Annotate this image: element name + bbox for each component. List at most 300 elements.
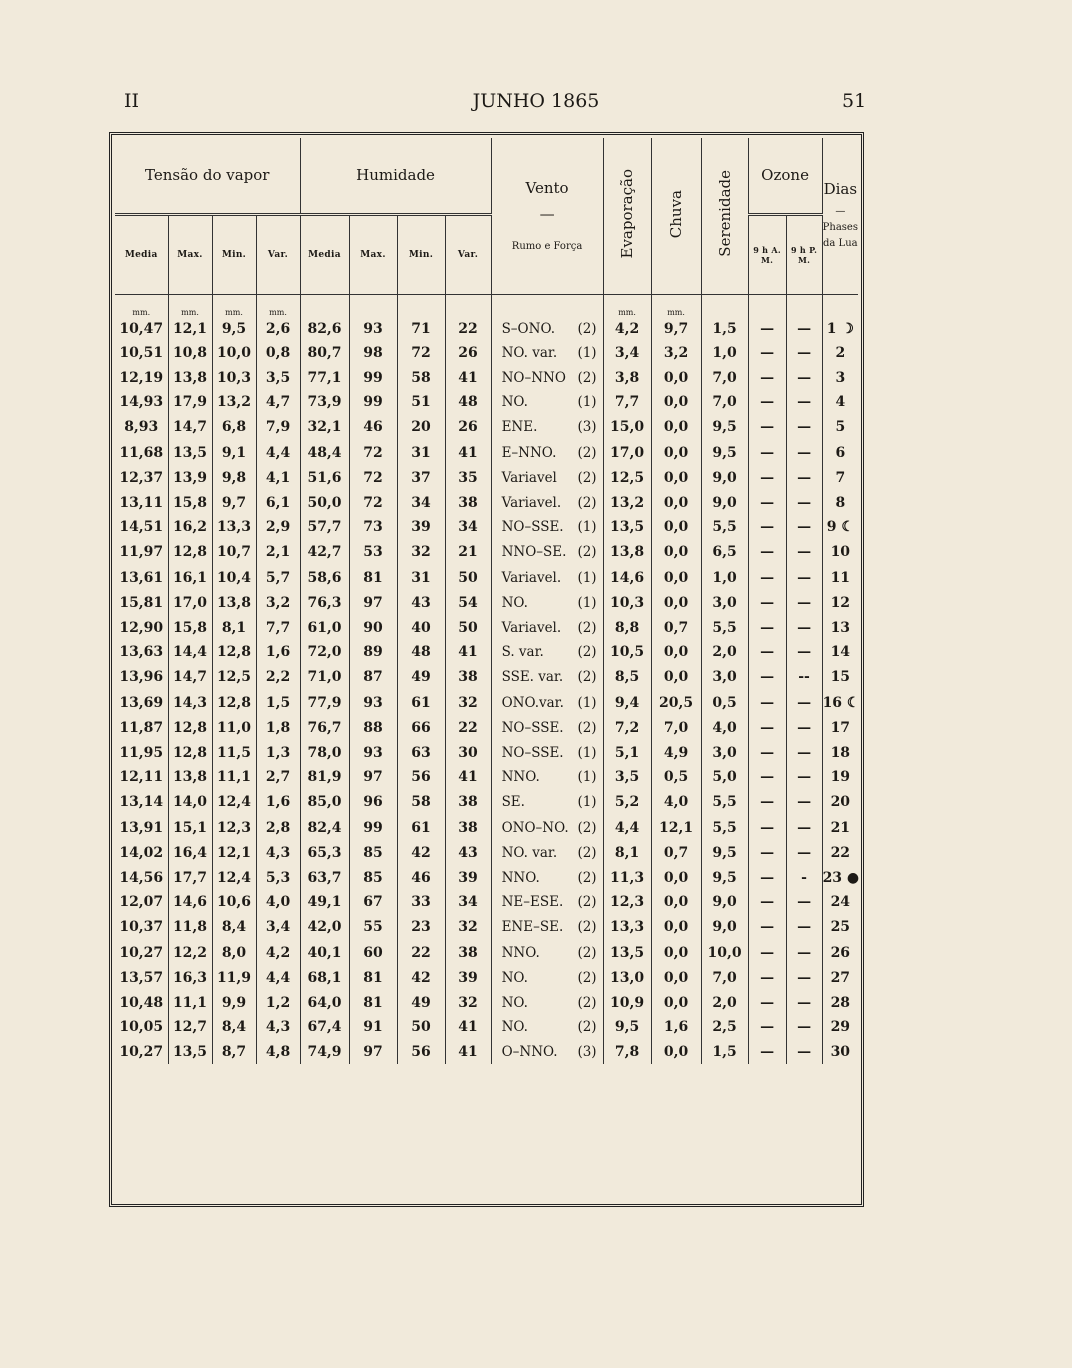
cell-serenidade: 5,5 <box>701 814 748 841</box>
wind-direction: S–ONO. <box>501 320 556 337</box>
cell-humidade-var: 26 <box>445 415 491 440</box>
cell-tensao-max: 13,8 <box>168 765 212 790</box>
cell-vento <box>491 689 603 716</box>
cell-evaporacao: 17,0 <box>603 439 651 466</box>
cell-humidade-max: 87 <box>349 665 397 690</box>
cell-ozone-pm: — <box>786 1015 822 1040</box>
cell-dia: 22 <box>822 841 858 866</box>
cell-humidade-min: 66 <box>397 716 445 741</box>
unit-label: mm. <box>132 307 151 317</box>
wind-direction: NO–SSE. <box>501 519 564 536</box>
cell-vento <box>491 415 603 440</box>
cell-tensao-max: 10,8 <box>168 341 212 366</box>
cell-tensao-media: 10,27 <box>119 944 164 961</box>
cell-humidade-max: 93 <box>349 317 397 342</box>
cell-ozone-am: — <box>748 366 786 391</box>
cell-humidade-max: 96 <box>349 790 397 815</box>
wind-direction: NO–SSE. <box>501 720 564 737</box>
cell-tensao-max: 14,7 <box>168 415 212 440</box>
cell-tensao-min: 10,7 <box>212 540 256 565</box>
cell-evaporacao: 9,4 <box>603 689 651 716</box>
cell-vento <box>491 439 603 466</box>
cell-humidade-min: 48 <box>397 640 445 665</box>
cell-serenidade: 7,0 <box>701 966 748 991</box>
cell-dia: 14 <box>822 640 858 665</box>
vento-label: Vento <box>525 179 569 198</box>
cell-serenidade: 9,5 <box>701 841 748 866</box>
cell-tensao-min: 12,5 <box>212 665 256 690</box>
cell-chuva: 12,1 <box>651 814 701 841</box>
table-row <box>115 415 858 440</box>
cell-evaporacao: 13,3 <box>603 915 651 940</box>
cell-ozone-am: — <box>748 991 786 1016</box>
cell-tensao-media: 12,90 <box>119 619 164 636</box>
cell-serenidade: 9,0 <box>701 915 748 940</box>
sub-ozone-am: 9 h A. M. <box>748 214 786 294</box>
cell-chuva: 0,0 <box>651 866 701 891</box>
wind-force: (2) <box>577 644 597 661</box>
cell-ozone-pm: — <box>786 841 822 866</box>
cell-humidade-max: 73 <box>349 515 397 540</box>
cell-humidade-media: 77,1 <box>300 366 349 391</box>
cell-tensao-min: 12,3 <box>212 814 256 841</box>
cell-tensao-var: 2,8 <box>256 814 300 841</box>
cell-tensao-var: 2,7 <box>256 765 300 790</box>
cell-tensao-min: 10,0 <box>212 341 256 366</box>
sub-min-humidade: Min. <box>397 214 445 294</box>
wind-direction: ENE. <box>501 418 538 435</box>
cell-ozone-pm: — <box>786 1040 822 1065</box>
cell-tensao-media: 13,91 <box>119 819 164 836</box>
cell-tensao-var: 1,6 <box>256 640 300 665</box>
cell-tensao-max: 17,9 <box>168 390 212 415</box>
cell-humidade-var: 34 <box>445 890 491 915</box>
cell-humidade-min: 71 <box>397 317 445 342</box>
cell-tensao-media: 13,14 <box>119 793 164 810</box>
cell-tensao-var: 4,4 <box>256 439 300 466</box>
cell-humidade-min: 31 <box>397 564 445 591</box>
cell-ozone-am: — <box>748 415 786 440</box>
cell-humidade-max: 88 <box>349 716 397 741</box>
cell-serenidade: 2,0 <box>701 640 748 665</box>
cell-tensao-media: 10,27 <box>119 1043 164 1060</box>
table-row <box>115 665 858 690</box>
cell-dia: 11 <box>822 564 858 591</box>
cell-dia: 23 ● <box>822 866 858 891</box>
cell-dia: 21 <box>822 814 858 841</box>
table-row <box>115 765 858 790</box>
wind-direction: NNO. <box>501 869 540 886</box>
header-ozone: Ozone <box>748 138 822 214</box>
cell-ozone-pm: — <box>786 341 822 366</box>
cell-tensao-media: 14,56 <box>119 869 164 886</box>
cell-humidade-var: 41 <box>445 1040 491 1065</box>
cell-ozone-pm: — <box>786 390 822 415</box>
header-evaporacao <box>603 138 651 294</box>
sub-media-humidade: Media <box>300 214 349 294</box>
dias-sub-label: — Phases da Lua <box>822 205 858 249</box>
cell-tensao-media: 10,51 <box>119 345 164 362</box>
cell-tensao-var: 4,7 <box>256 390 300 415</box>
cell-chuva: 3,2 <box>651 341 701 366</box>
cell-vento <box>491 866 603 891</box>
cell-humidade-max: 99 <box>349 366 397 391</box>
cell-evaporacao: 9,5 <box>603 1015 651 1040</box>
cell-tensao-media: 13,11 <box>119 494 164 511</box>
cell-vento <box>491 890 603 915</box>
cell-tensao-min: 9,5 <box>212 317 256 342</box>
cell-humidade-var: 38 <box>445 939 491 966</box>
cell-ozone-pm: — <box>786 991 822 1016</box>
cell-ozone-am: — <box>748 915 786 940</box>
unit-label: mm. <box>168 294 212 317</box>
cell-ozone-am: — <box>748 1040 786 1065</box>
cell-serenidade: 2,5 <box>701 1015 748 1040</box>
cell-humidade-max: 85 <box>349 841 397 866</box>
cell-tensao-var: 1,2 <box>256 991 300 1016</box>
sub-var-humidade: Var. <box>445 214 491 294</box>
cell-tensao-max: 16,2 <box>168 515 212 540</box>
wind-force: (2) <box>577 470 597 487</box>
cell-humidade-var: 41 <box>445 640 491 665</box>
cell-chuva: 0,0 <box>651 890 701 915</box>
cell-tensao-min: 13,3 <box>212 515 256 540</box>
wind-force: (1) <box>577 793 597 810</box>
cell-humidade-media: 82,4 <box>300 814 349 841</box>
wind-force: (1) <box>577 345 597 362</box>
cell-tensao-max: 16,3 <box>168 966 212 991</box>
cell-vento <box>491 1040 603 1065</box>
cell-dia: 16 ☾ <box>822 689 858 716</box>
cell-evaporacao: 8,5 <box>603 665 651 690</box>
cell-tensao-max: 13,5 <box>168 439 212 466</box>
cell-tensao-media: 10,05 <box>119 1019 164 1036</box>
cell-humidade-media: 48,4 <box>300 439 349 466</box>
cell-vento <box>491 540 603 565</box>
cell-humidade-media: 32,1 <box>300 415 349 440</box>
cell-humidade-media: 51,6 <box>300 466 349 491</box>
cell-humidade-max: 89 <box>349 640 397 665</box>
cell-humidade-var: 32 <box>445 991 491 1016</box>
cell-dia: 13 <box>822 616 858 641</box>
cell-chuva: 0,0 <box>651 540 701 565</box>
cell-evaporacao: 10,9 <box>603 991 651 1016</box>
cell-vento <box>491 665 603 690</box>
dias-label: Dias <box>823 179 858 198</box>
cell-chuva: 0,0 <box>651 564 701 591</box>
cell-tensao-max: 16,1 <box>168 564 212 591</box>
cell-humidade-var: 50 <box>445 616 491 641</box>
wind-force: (2) <box>577 845 597 862</box>
cell-ozone-pm: — <box>786 741 822 766</box>
cell-humidade-max: 97 <box>349 765 397 790</box>
cell-humidade-var: 34 <box>445 515 491 540</box>
cell-dia: 8 <box>822 491 858 516</box>
cell-humidade-media: 77,9 <box>300 689 349 716</box>
cell-humidade-max: 72 <box>349 439 397 466</box>
unit-label: mm. <box>603 294 651 317</box>
cell-humidade-min: 72 <box>397 341 445 366</box>
cell-dia: 4 <box>822 390 858 415</box>
cell-evaporacao: 13,8 <box>603 540 651 565</box>
evaporacao-label: Evaporação <box>618 169 637 259</box>
cell-tensao-max: 17,0 <box>168 591 212 616</box>
cell-humidade-var: 48 <box>445 390 491 415</box>
cell-serenidade: 9,0 <box>701 890 748 915</box>
cell-ozone-am: — <box>748 491 786 516</box>
cell-humidade-max: 99 <box>349 814 397 841</box>
cell-evaporacao: 3,4 <box>603 341 651 366</box>
cell-chuva: 0,0 <box>651 966 701 991</box>
cell-ozone-am: — <box>748 741 786 766</box>
serenidade-label: Serenidade <box>715 170 734 258</box>
cell-ozone-am: — <box>748 716 786 741</box>
cell-humidade-var: 32 <box>445 689 491 716</box>
wind-direction: NNO. <box>501 769 540 786</box>
cell-ozone-pm: — <box>786 716 822 741</box>
cell-tensao-min: 9,8 <box>212 466 256 491</box>
cell-tensao-var: 4,0 <box>256 890 300 915</box>
cell-tensao-media: 12,37 <box>119 470 164 487</box>
wind-force: (2) <box>577 970 597 987</box>
wind-direction: SSE. var. <box>501 668 564 685</box>
cell-evaporacao: 11,3 <box>603 866 651 891</box>
cell-ozone-am: — <box>748 341 786 366</box>
cell-ozone-am: — <box>748 966 786 991</box>
cell-tensao-min: 8,7 <box>212 1040 256 1065</box>
cell-vento <box>491 841 603 866</box>
cell-tensao-media: 13,63 <box>119 644 164 661</box>
cell-evaporacao: 12,5 <box>603 466 651 491</box>
cell-ozone-am: — <box>748 591 786 616</box>
cell-tensao-var: 7,9 <box>256 415 300 440</box>
table-row <box>115 866 858 891</box>
cell-dia: 15 <box>822 665 858 690</box>
cell-serenidade: 10,0 <box>701 939 748 966</box>
cell-serenidade: 9,5 <box>701 439 748 466</box>
page-title: JUNHO 1865 <box>472 90 600 112</box>
cell-ozone-am: — <box>748 317 786 342</box>
cell-ozone-pm: — <box>786 591 822 616</box>
cell-humidade-var: 22 <box>445 716 491 741</box>
wind-force: (2) <box>577 869 597 886</box>
cell-dia: 17 <box>822 716 858 741</box>
cell-tensao-max: 12,8 <box>168 741 212 766</box>
cell-humidade-min: 46 <box>397 866 445 891</box>
cell-humidade-min: 42 <box>397 966 445 991</box>
cell-tensao-min: 12,4 <box>212 790 256 815</box>
wind-force: (1) <box>577 394 597 411</box>
cell-ozone-pm: — <box>786 790 822 815</box>
sub-ozone-pm: 9 h P. M. <box>786 214 822 294</box>
cell-tensao-min: 12,8 <box>212 640 256 665</box>
cell-chuva: 0,0 <box>651 591 701 616</box>
cell-tensao-max: 13,9 <box>168 466 212 491</box>
cell-evaporacao: 7,8 <box>603 1040 651 1065</box>
sub-media-tensao: Media <box>115 214 168 294</box>
cell-evaporacao: 5,2 <box>603 790 651 815</box>
cell-dia: 10 <box>822 540 858 565</box>
cell-serenidade: 7,0 <box>701 366 748 391</box>
cell-chuva: 4,9 <box>651 741 701 766</box>
cell-tensao-var: 3,5 <box>256 366 300 391</box>
cell-tensao-media: 13,61 <box>119 569 164 586</box>
wind-direction: Variavel. <box>501 494 562 511</box>
cell-ozone-pm: — <box>786 966 822 991</box>
cell-humidade-min: 32 <box>397 540 445 565</box>
cell-humidade-min: 34 <box>397 491 445 516</box>
cell-evaporacao: 5,1 <box>603 741 651 766</box>
wind-direction: Variavel. <box>501 569 562 586</box>
cell-tensao-min: 9,7 <box>212 491 256 516</box>
cell-chuva: 9,7 <box>651 317 701 342</box>
cell-serenidade: 1,0 <box>701 564 748 591</box>
cell-tensao-min: 13,8 <box>212 591 256 616</box>
cell-dia: 25 <box>822 915 858 940</box>
cell-ozone-am: — <box>748 640 786 665</box>
cell-humidade-min: 20 <box>397 415 445 440</box>
cell-evaporacao: 10,5 <box>603 640 651 665</box>
wind-force: (2) <box>577 619 597 636</box>
wind-direction: SE. <box>501 793 525 810</box>
cell-vento <box>491 991 603 1016</box>
cell-tensao-var: 4,2 <box>256 939 300 966</box>
cell-humidade-var: 21 <box>445 540 491 565</box>
wind-direction: NE–ESE. <box>501 894 564 911</box>
cell-tensao-max: 14,6 <box>168 890 212 915</box>
cell-humidade-media: 82,6 <box>300 317 349 342</box>
cell-serenidade: 6,5 <box>701 540 748 565</box>
cell-tensao-min: 10,6 <box>212 890 256 915</box>
table-row <box>115 366 858 391</box>
cell-vento <box>491 966 603 991</box>
cell-ozone-am: — <box>748 689 786 716</box>
cell-humidade-media: 40,1 <box>300 939 349 966</box>
cell-humidade-max: 90 <box>349 616 397 641</box>
cell-chuva: 0,0 <box>651 640 701 665</box>
cell-evaporacao: 4,2 <box>603 317 651 342</box>
cell-humidade-min: 31 <box>397 439 445 466</box>
page-number: 51 <box>842 90 867 112</box>
cell-humidade-var: 38 <box>445 491 491 516</box>
cell-ozone-pm: — <box>786 415 822 440</box>
cell-ozone-am: — <box>748 665 786 690</box>
cell-humidade-min: 42 <box>397 841 445 866</box>
wind-direction: ONO.var. <box>501 694 564 711</box>
header-dias <box>822 138 858 294</box>
cell-vento <box>491 741 603 766</box>
cell-ozone-am: — <box>748 814 786 841</box>
cell-dia: 2 <box>822 341 858 366</box>
cell-humidade-min: 58 <box>397 366 445 391</box>
cell-humidade-media: 76,7 <box>300 716 349 741</box>
table-row <box>115 939 858 966</box>
cell-tensao-min: 8,4 <box>212 1015 256 1040</box>
cell-humidade-var: 22 <box>445 317 491 342</box>
cell-dia: 5 <box>822 415 858 440</box>
cell-dia: 24 <box>822 890 858 915</box>
cell-tensao-min: 8,1 <box>212 616 256 641</box>
wind-force: (2) <box>577 894 597 911</box>
sub-min-tensao: Min. <box>212 214 256 294</box>
cell-ozone-pm: — <box>786 939 822 966</box>
cell-tensao-max: 14,4 <box>168 640 212 665</box>
cell-chuva: 0,0 <box>651 439 701 466</box>
header-chuva <box>651 138 701 294</box>
cell-serenidade: 1,0 <box>701 341 748 366</box>
cell-ozone-am: — <box>748 866 786 891</box>
cell-vento <box>491 915 603 940</box>
wind-force: (2) <box>577 720 597 737</box>
cell-humidade-min: 58 <box>397 790 445 815</box>
cell-serenidade: 9,5 <box>701 866 748 891</box>
unit-label: mm. <box>651 294 701 317</box>
cell-ozone-am: — <box>748 564 786 591</box>
cell-tensao-min: 9,1 <box>212 439 256 466</box>
wind-force: (1) <box>577 595 597 612</box>
table-row <box>115 640 858 665</box>
cell-tensao-max: 12,8 <box>168 540 212 565</box>
page-section-number: II <box>124 90 140 112</box>
cell-humidade-min: 33 <box>397 890 445 915</box>
table-row <box>115 390 858 415</box>
cell-vento <box>491 491 603 516</box>
cell-vento <box>491 640 603 665</box>
cell-tensao-min: 10,4 <box>212 564 256 591</box>
cell-chuva: 0,0 <box>651 390 701 415</box>
cell-humidade-max: 72 <box>349 491 397 516</box>
wind-force: (3) <box>577 1043 597 1060</box>
header-vento <box>491 138 603 294</box>
table-row <box>115 915 858 940</box>
cell-tensao-min: 11,9 <box>212 966 256 991</box>
cell-humidade-var: 41 <box>445 765 491 790</box>
cell-tensao-media: 13,96 <box>119 668 164 685</box>
cell-chuva: 4,0 <box>651 790 701 815</box>
cell-vento <box>491 515 603 540</box>
cell-humidade-var: 41 <box>445 1015 491 1040</box>
table-row <box>115 1015 858 1040</box>
cell-tensao-var: 4,3 <box>256 1015 300 1040</box>
vento-sub-label: Rumo e Força <box>511 241 583 253</box>
cell-tensao-var: 3,2 <box>256 591 300 616</box>
cell-tensao-max: 12,2 <box>168 939 212 966</box>
cell-serenidade: 3,0 <box>701 741 748 766</box>
wind-force: (1) <box>577 744 597 761</box>
cell-humidade-media: 73,9 <box>300 390 349 415</box>
cell-tensao-max: 12,7 <box>168 1015 212 1040</box>
cell-humidade-media: 64,0 <box>300 991 349 1016</box>
cell-humidade-var: 39 <box>445 866 491 891</box>
cell-serenidade: 9,0 <box>701 491 748 516</box>
cell-serenidade: 0,5 <box>701 689 748 716</box>
cell-humidade-min: 61 <box>397 814 445 841</box>
cell-ozone-pm: — <box>786 564 822 591</box>
cell-tensao-var: 2,9 <box>256 515 300 540</box>
cell-ozone-am: — <box>748 890 786 915</box>
cell-ozone-pm: — <box>786 814 822 841</box>
unit-label: mm. <box>212 294 256 317</box>
cell-ozone-pm: — <box>786 689 822 716</box>
table-row <box>115 790 858 815</box>
cell-dia: 1 ☽ <box>822 317 858 342</box>
cell-evaporacao: 7,7 <box>603 390 651 415</box>
cell-humidade-var: 32 <box>445 915 491 940</box>
cell-tensao-min: 6,8 <box>212 415 256 440</box>
table-row <box>115 741 858 766</box>
cell-chuva: 0,0 <box>651 1040 701 1065</box>
cell-serenidade: 5,5 <box>701 616 748 641</box>
